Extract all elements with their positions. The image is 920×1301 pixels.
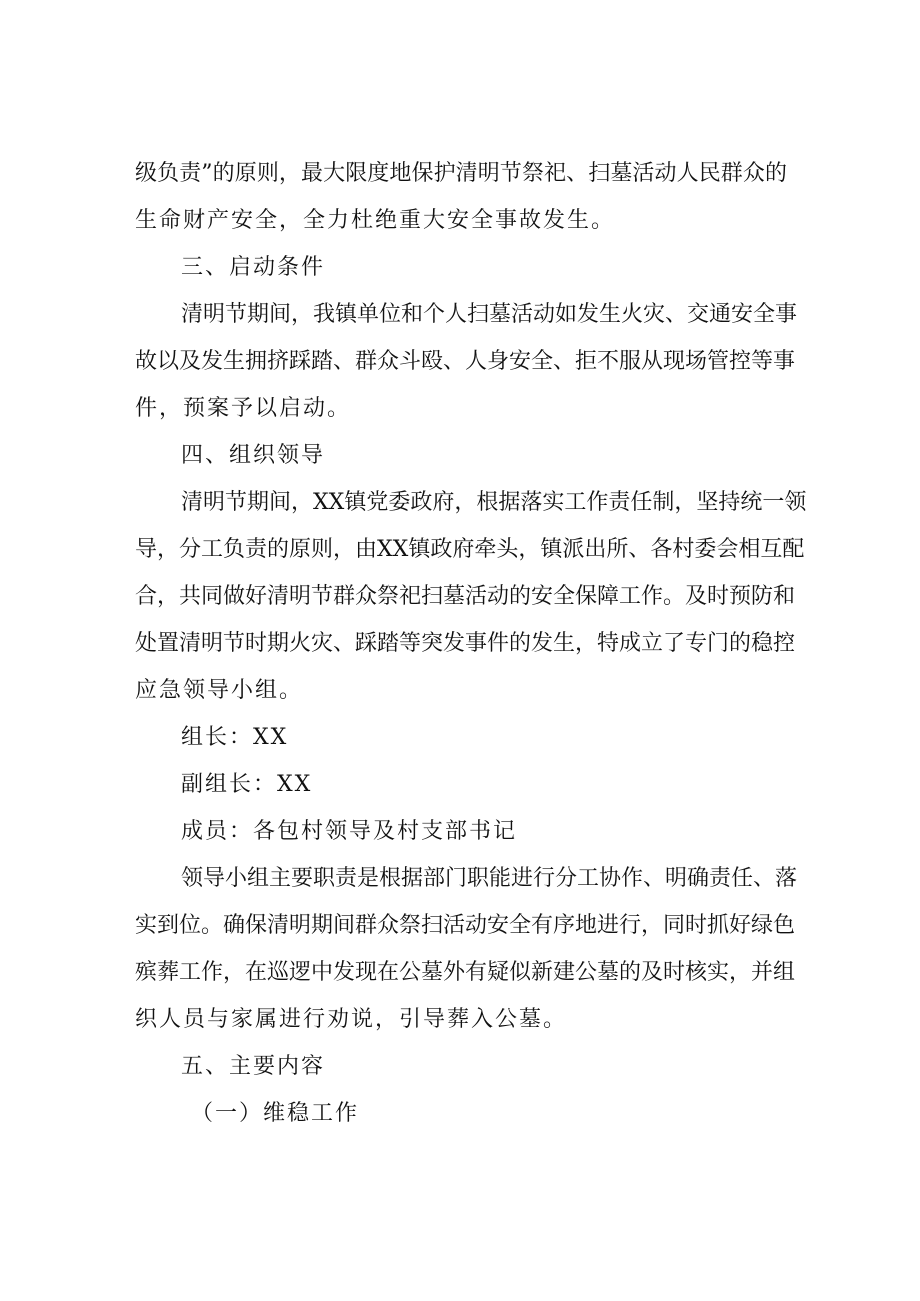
section-heading-5: 五、主要内容 bbox=[181, 1054, 326, 1079]
deputy-leader-line: 副组长：XX bbox=[181, 772, 313, 797]
paragraph-line: 清明节期间，XX镇党委政府，根据落实工作责任制，坚持统一领 bbox=[181, 490, 807, 515]
paragraph-line: 应急领导小组。 bbox=[135, 678, 304, 703]
paragraph-line: 清明节期间，我镇单位和个人扫墓活动如发生火灾、交通安全事 bbox=[181, 302, 798, 327]
group-leader-line: 组长：XX bbox=[181, 725, 289, 750]
paragraph-line: 殡葬工作，在巡逻中发现在公墓外有疑似新建公墓的及时核实，并组 bbox=[135, 960, 796, 985]
paragraph-line: 导，分工负责的原则，由XX镇政府牵头，镇派出所、各村委会相互配 bbox=[135, 537, 805, 562]
subsection-heading-1: （一）维稳工作 bbox=[191, 1101, 360, 1126]
paragraph-line: 故以及发生拥挤踩踏、群众斗殴、人身安全、拒不服从现场管控等事 bbox=[135, 349, 796, 374]
paragraph-line: 领导小组主要职责是根据部门职能进行分工协作、明确责任、落 bbox=[181, 866, 798, 891]
paragraph-line: 织人员与家属进行劝说，引导葬入公墓。 bbox=[135, 1007, 568, 1032]
section-heading-3: 三、启动条件 bbox=[181, 255, 326, 280]
paragraph-line: 实到位。确保清明期间群众祭扫活动安全有序地进行，同时抓好绿色 bbox=[135, 913, 796, 938]
paragraph-line: 级负责”的原则，最大限度地保护清明节祭祀、扫墓活动人民群众的 bbox=[135, 161, 787, 186]
paragraph-line: 件，预案予以启动。 bbox=[135, 396, 352, 421]
members-line: 成员：各包村领导及村支部书记 bbox=[181, 819, 518, 844]
paragraph-line: 处置清明节时期火灾、踩踏等突发事件的发生，特成立了专门的稳控 bbox=[135, 631, 796, 656]
document-body bbox=[135, 150, 807, 1137]
paragraph-line: 合，共同做好清明节群众祭祀扫墓活动的安全保障工作。及时预防和 bbox=[135, 584, 796, 609]
paragraph-line: 生命财产安全，全力杜绝重大安全事故发生。 bbox=[135, 208, 616, 233]
section-heading-4: 四、组织领导 bbox=[181, 443, 326, 468]
